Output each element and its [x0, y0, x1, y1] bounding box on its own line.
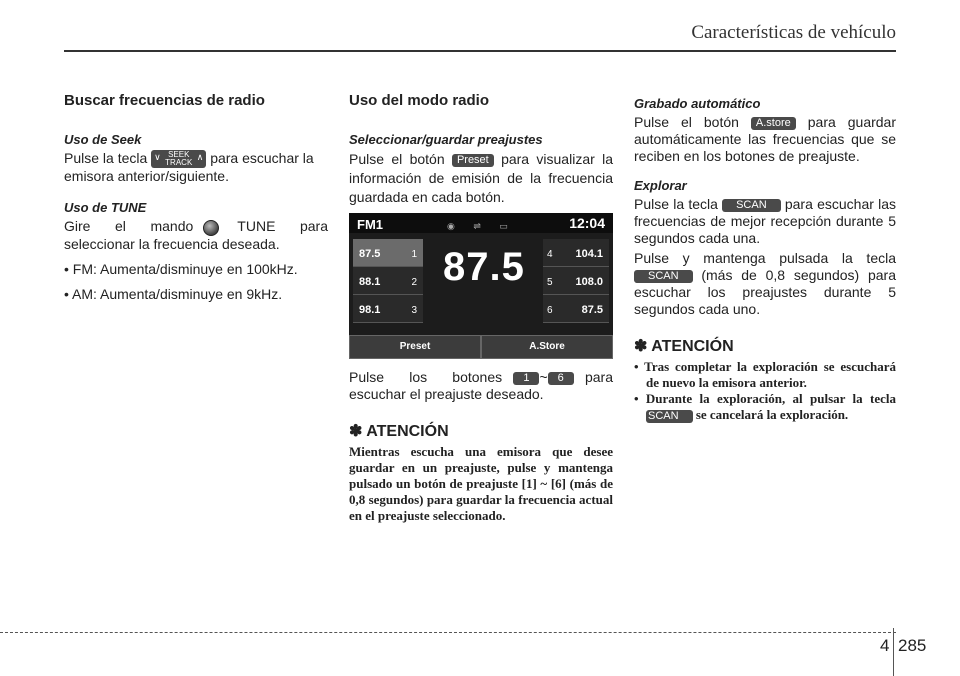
preset-item-3[interactable]: [353, 295, 423, 323]
column-1: [64, 92, 328, 303]
attention-bullet-2: [634, 391, 896, 423]
auto-store-title: Grabado automático: [634, 96, 761, 111]
left-preset-list: [353, 239, 423, 323]
preset-freq: 104.1: [575, 248, 603, 260]
preset-item-6[interactable]: [543, 295, 609, 323]
preset-freq: 108.0: [575, 276, 603, 288]
seek-text-pre: Pulse la tecla: [64, 150, 148, 166]
attention-bullet-1: • Tras completar la exploración se escuchará de nuevo la emisora anterior.: [634, 359, 896, 390]
tune-text-pre: Gire el mando: [64, 218, 194, 235]
preset-select-post: para escuchar el preajuste deseado.: [349, 369, 614, 402]
section-heading-search: Buscar frecuencias de radio: [64, 92, 265, 109]
preset-num: 5: [547, 277, 553, 288]
preset-num: 4: [547, 249, 553, 260]
preset-button[interactable]: Preset: [349, 335, 481, 359]
seek-paragraph: [64, 150, 328, 185]
preset-freq: 87.5: [359, 248, 381, 260]
scan-title: Explorar: [634, 178, 687, 193]
scan-chip: SCAN: [634, 270, 693, 283]
preset-select-pre: Pulse los botones: [349, 369, 503, 385]
scan-chip: SCAN: [722, 199, 781, 212]
right-preset-list: [543, 239, 609, 323]
preset-freq: 88.1: [359, 276, 381, 288]
preset-item-4[interactable]: [543, 239, 609, 267]
preset-text-pre: Pulse el botón: [349, 151, 445, 167]
tune-paragraph: [64, 218, 328, 252]
scan-post: para escuchar las frecuencias de mejor recepción durante 5 segundos cada una.: [634, 196, 896, 246]
attention-bullet-2-post: se cancelará la exploración.: [695, 407, 849, 422]
preset-item-2[interactable]: [353, 267, 423, 295]
astore-button[interactable]: A.Store: [481, 335, 613, 359]
section-number: 4: [880, 636, 890, 655]
scan-chip: SCAN: [646, 410, 693, 423]
column-2: [349, 92, 613, 524]
attention-text: Mientras escucha una emisora que desee guardar en un preajuste, pulse y mantenga pulsado un botón de preajuste [1] ~ [6] (más de 0,8 segundos) para guardar la frecuencia actual en el preajuste seleccionado.: [349, 444, 613, 523]
scan-pre: Pulse la tecla: [634, 196, 718, 212]
scan-hold-pre: Pulse y mantenga pulsada la tecla: [634, 250, 896, 266]
attention-bullet-2-pre: • Durante la exploración, al pulsar la tecla: [634, 391, 896, 406]
tilde: ~: [539, 369, 548, 385]
seek-title: Uso de Seek: [64, 132, 142, 147]
seek-text-post: para escuchar la emisora anterior/siguiente.: [64, 150, 314, 185]
seek-key-bottom: TRACK: [165, 158, 193, 168]
header-rule: [64, 50, 896, 52]
radio-screen: [349, 213, 613, 359]
section-heading-radio-mode: Uso del modo radio: [349, 92, 490, 109]
tune-text-post: TUNE para seleccionar la frecuencia deseada.: [64, 218, 328, 252]
page-number-divider: [893, 628, 894, 676]
preset-chip: Preset: [452, 154, 494, 167]
radio-button-bar: [349, 335, 613, 359]
page-number: 285: [898, 636, 927, 655]
preset-num: 1: [411, 249, 417, 260]
bullet-fm: • FM: Aumenta/disminuye en 100kHz.: [64, 260, 298, 277]
preset-paragraph: [349, 150, 613, 207]
bullet-am: • AM: Aumenta/disminuye en 9kHz.: [64, 285, 283, 302]
preset-item-5[interactable]: [543, 267, 609, 295]
seek-track-key-icon: ∨ SEEK TRACK ∧: [151, 150, 206, 168]
tune-knob-icon: [203, 220, 219, 236]
auto-store-pre: Pulse el botón: [634, 114, 739, 130]
attention-title: ✽ ATENCIÓN: [634, 338, 734, 355]
page-header-title: Características de vehículo: [691, 22, 896, 43]
column-3: [634, 92, 896, 423]
footer-rule: [0, 632, 896, 633]
chip-1: 1: [513, 372, 539, 385]
astore-chip: A.store: [751, 117, 796, 130]
scan-hold-post: (más de 0,8 segundos) para escuchar los preajustes durante 5 segundos cada uno.: [634, 267, 896, 317]
current-frequency: 87.5: [443, 245, 525, 289]
preset-freq: 98.1: [359, 304, 381, 316]
preset-freq: 87.5: [581, 304, 603, 316]
radio-band-label: FM1: [357, 217, 383, 232]
preset-item-1[interactable]: [353, 239, 423, 267]
preset-num: 3: [411, 305, 417, 316]
scan-hold-paragraph: [634, 250, 896, 318]
radio-clock: 12:04: [569, 215, 605, 231]
attention-title: ✽ ATENCIÓN: [349, 423, 449, 440]
scan-paragraph: [634, 196, 896, 247]
preset-select-paragraph: [349, 369, 613, 403]
auto-store-paragraph: [634, 114, 896, 165]
chip-6: 6: [548, 372, 574, 385]
auto-store-post: para guardar automáticamente las frecuencias que se reciben en los botones de preajuste.: [634, 114, 897, 164]
preset-num: 6: [547, 305, 553, 316]
tune-title: Uso de TUNE: [64, 200, 147, 216]
preset-num: 2: [411, 277, 417, 288]
preset-text-post: para visualizar la información de emisión de la frecuencia guardada en cada botón.: [349, 151, 613, 205]
radio-status-icons: ◉ ⇌ ▭: [447, 221, 516, 231]
seek-key-top: SEEK: [168, 150, 190, 160]
preset-subtitle: Seleccionar/guardar preajustes: [349, 132, 543, 147]
